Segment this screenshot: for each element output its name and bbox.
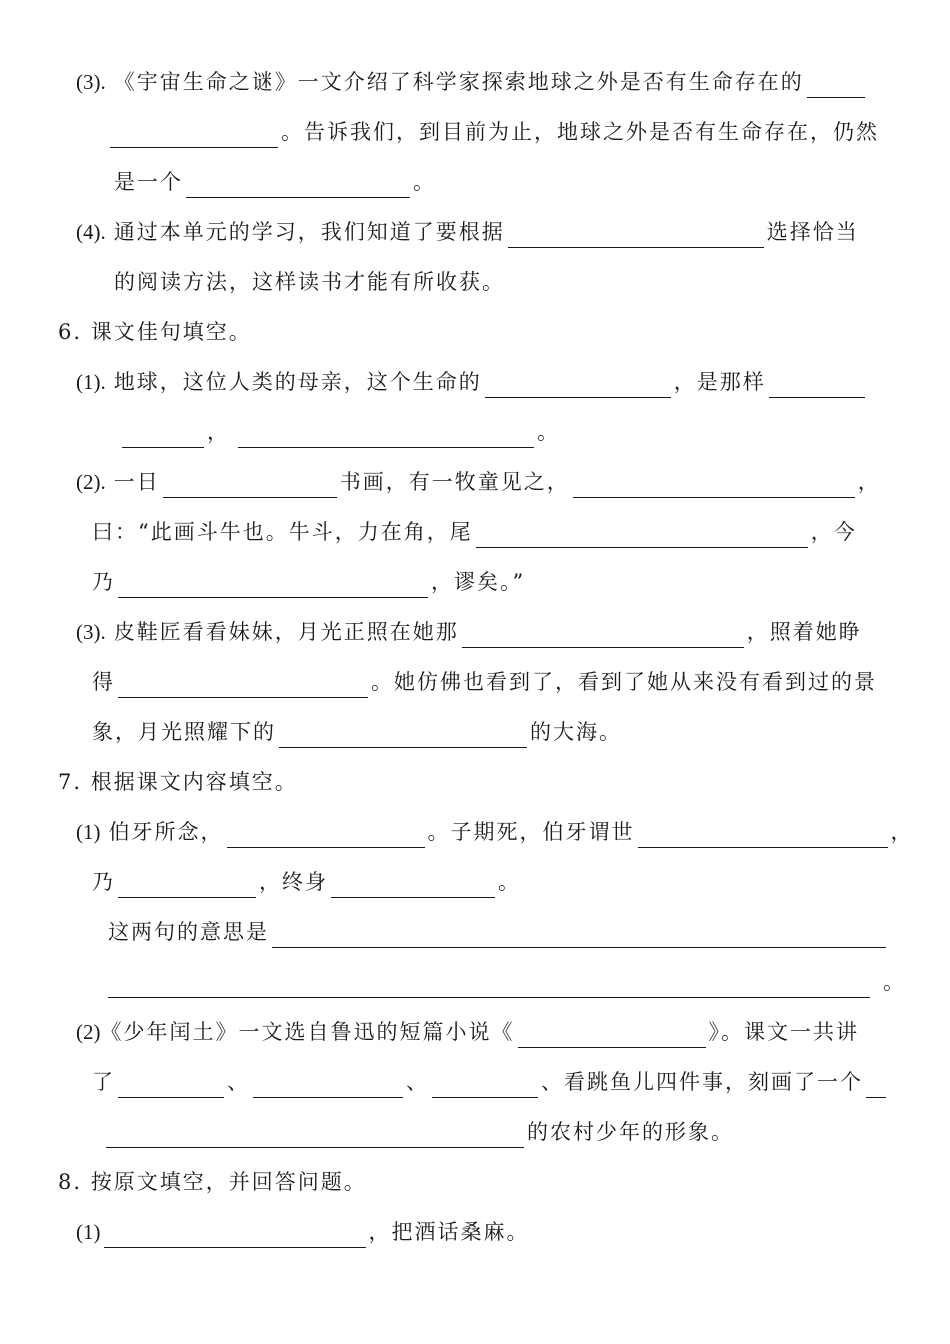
q6-1-text-d: 。 xyxy=(537,420,560,444)
q6-2-text-b: 书画，有一牧童见之， xyxy=(339,470,570,494)
q7-1-line3 xyxy=(108,916,889,948)
q7-2-text-f: 、看跳鱼儿四件事，刻画了一个 xyxy=(541,1070,863,1094)
q7-1-blank-2[interactable] xyxy=(638,823,888,848)
q7-2-text-d: 、 xyxy=(227,1070,250,1094)
q5-3-line2 xyxy=(110,116,879,148)
q7-1-blank-3[interactable] xyxy=(118,873,256,898)
q7-2-text-b: 》。课文一共讲 xyxy=(708,1020,859,1044)
q5-3-line3 xyxy=(114,166,436,198)
q6-3-text-d: 。她仿佛也看到了，看到了她从来没有看到过的景 xyxy=(371,670,877,694)
q6-1-blank-1[interactable] xyxy=(485,373,671,398)
q7-2-text-e: 、 xyxy=(406,1070,429,1094)
q7-1-blank-5[interactable] xyxy=(272,923,886,948)
q8-title-text: 8. 按原文填空，并回答问题。 xyxy=(58,1170,367,1194)
q6-title-text: 6. 课文佳句填空。 xyxy=(58,320,252,344)
q7-2-text-c: 了 xyxy=(92,1070,115,1094)
q6-3-text-b: ，照着她睁 xyxy=(746,620,862,644)
q7-2-blank-4[interactable] xyxy=(432,1073,538,1098)
q6-2-blank-4[interactable] xyxy=(118,573,428,598)
q5-4-text-b: 选择恰当 xyxy=(766,220,859,244)
q7-1-text-h: 。 xyxy=(883,970,906,994)
q6-3-number: (3). xyxy=(76,620,106,644)
q6-1-number: (1). xyxy=(76,370,106,394)
q7-1-blank-4[interactable] xyxy=(331,873,495,898)
q5-4-line1 xyxy=(76,216,859,248)
q7-1-text-f: 。 xyxy=(498,870,521,894)
q7-1-blank-6[interactable] xyxy=(108,973,870,998)
q7-1-line1 xyxy=(76,816,914,848)
q6-3-line3 xyxy=(92,716,622,748)
q7-2-blank-3[interactable] xyxy=(253,1073,403,1098)
q5-4-line2 xyxy=(114,266,505,298)
q6-3-blank-3[interactable] xyxy=(279,723,527,748)
q5-3-text-d: 。 xyxy=(413,170,436,194)
q8-1-text-a: ，把酒话桑麻。 xyxy=(368,1220,530,1244)
q5-3-text-a: 《宇宙生命之谜》一文介绍了科学家探索地球之外是否有生命存在的 xyxy=(113,70,804,94)
q5-4-text-c: 的阅读方法，这样读书才能有所收获。 xyxy=(114,270,505,294)
q7-1-number: (1) xyxy=(76,820,101,844)
q6-3-text-e: 象，月光照耀下的 xyxy=(92,720,276,744)
q5-3-number: (3). xyxy=(76,70,106,94)
q5-4-number: (4). xyxy=(76,220,106,244)
q7-2-line2 xyxy=(92,1066,889,1098)
q7-2-text-a: 《少年闰土》一文选自鲁迅的短篇小说《 xyxy=(100,1020,515,1044)
q6-1-blank-2[interactable] xyxy=(769,373,865,398)
q6-1-blank-3[interactable] xyxy=(238,423,534,448)
q6-2-text-g: ，谬矣。” xyxy=(431,570,526,594)
q6-3-line2 xyxy=(92,666,877,698)
q7-2-line1 xyxy=(76,1016,859,1048)
q6-2-line1 xyxy=(76,466,881,498)
q7-1-text-a: 伯牙所念， xyxy=(108,820,224,844)
q6-3-text-a: 皮鞋匠看看妹妹，月光正照在她那 xyxy=(113,620,459,644)
q7-2-blank-2[interactable] xyxy=(118,1073,224,1098)
q7-1-text-b: 。子期死，伯牙谓世 xyxy=(427,820,635,844)
q7-title-text: 7. 根据课文内容填空。 xyxy=(58,770,298,794)
q6-1-line2 xyxy=(122,416,560,448)
q6-2-blank-2[interactable] xyxy=(573,473,855,498)
q6-3-text-c: 得 xyxy=(92,670,115,694)
q7-1-text-g: 这两句的意思是 xyxy=(108,920,269,944)
q8-title xyxy=(58,1166,367,1198)
q7-1-line2 xyxy=(92,866,521,898)
q6-3-text-f: 的大海。 xyxy=(530,720,622,744)
q5-3-blank-2[interactable] xyxy=(186,173,410,198)
q8-1-line1 xyxy=(76,1216,530,1248)
q8-1-blank-1[interactable] xyxy=(104,1223,366,1248)
q7-title xyxy=(58,766,298,798)
q6-1-blank-2b[interactable] xyxy=(122,423,204,448)
q6-2-line2 xyxy=(92,516,857,548)
q7-1-blank-1[interactable] xyxy=(227,823,425,848)
q6-1-text-a: 地球，这位人类的母亲，这个生命的 xyxy=(113,370,482,394)
q8-1-number: (1) xyxy=(76,1220,101,1244)
q6-3-blank-1[interactable] xyxy=(462,623,744,648)
q6-1-text-c: ， xyxy=(207,420,230,444)
q7-2-line3 xyxy=(106,1116,734,1148)
q7-1-line4 xyxy=(108,966,906,998)
q6-2-blank-3[interactable] xyxy=(476,523,808,548)
q6-2-text-d: 曰：“此画斗牛也。牛斗，力在角，尾 xyxy=(92,520,473,544)
q5-3-blank-1b[interactable] xyxy=(110,123,278,148)
q7-1-text-e: ，终身 xyxy=(259,870,328,894)
q5-3-text-c: 是一个 xyxy=(114,170,183,194)
q7-2-blank-5b[interactable] xyxy=(106,1123,524,1148)
q5-3-line1 xyxy=(76,66,868,98)
q7-1-text-c: ， xyxy=(890,820,914,844)
q7-2-blank-1[interactable] xyxy=(518,1023,706,1048)
q7-1-text-d: 乃 xyxy=(92,870,115,894)
q7-2-text-g: 的农村少年的形象。 xyxy=(527,1120,734,1144)
q6-2-text-c: ， xyxy=(857,470,881,494)
q6-2-text-f: 乃 xyxy=(92,570,115,594)
q6-2-line3 xyxy=(92,566,525,598)
q6-2-number: (2). xyxy=(76,470,106,494)
q7-2-blank-5[interactable] xyxy=(866,1073,886,1098)
q5-4-text-a: 通过本单元的学习，我们知道了要根据 xyxy=(113,220,505,244)
q6-2-text-a: 一日 xyxy=(113,470,160,494)
q6-3-blank-2[interactable] xyxy=(118,673,368,698)
q7-2-number: (2) xyxy=(76,1020,101,1044)
q6-2-text-e: ，今 xyxy=(810,520,857,544)
q6-2-blank-1[interactable] xyxy=(163,473,337,498)
q6-title xyxy=(58,316,252,348)
q5-3-blank-1[interactable] xyxy=(807,73,865,98)
q6-3-line1 xyxy=(76,616,862,648)
q5-3-text-b: 。告诉我们，到目前为止，地球之外是否有生命存在，仍然 xyxy=(281,120,879,144)
q6-1-line1 xyxy=(76,366,868,398)
q5-4-blank-1[interactable] xyxy=(508,223,764,248)
q6-1-text-b: ，是那样 xyxy=(673,370,766,394)
